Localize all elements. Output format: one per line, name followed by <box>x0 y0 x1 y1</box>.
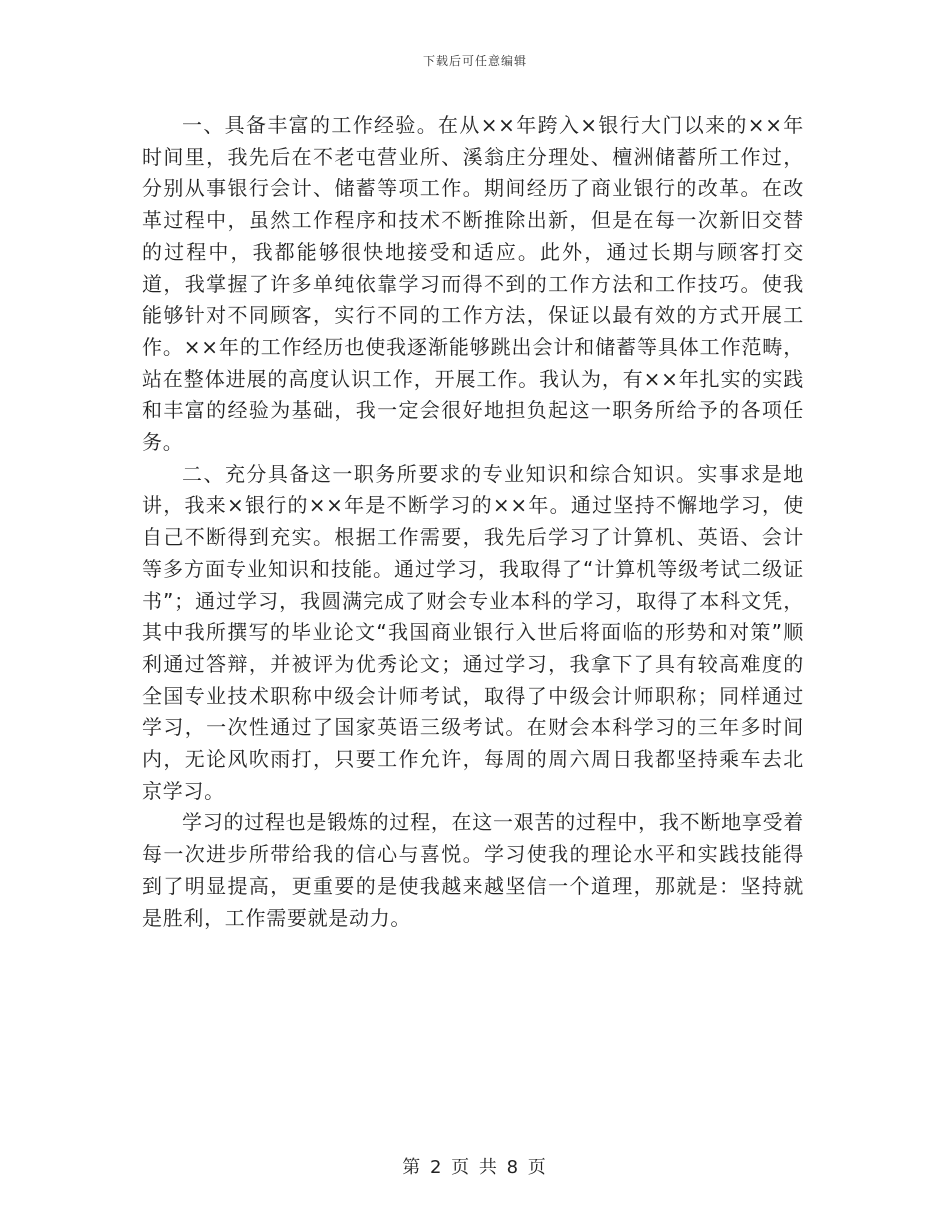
paragraph-learning-process: 学习的过程也是锻炼的过程，在这一艰苦的过程中，我不断地享受着每一次进步所带给我的信心与喜悦。学习使我的理论水平和实践技能得到了明显提高，更重要的是使我越来越坚信一个道理，那就是：坚持就是胜利，工作需要就是动力。 <box>142 810 804 930</box>
paragraph-work-experience: 一、具备丰富的工作经验。在从××年跨入×银行大门以来的××年时间里，我先后在不老屯营业所、溪翁庄分理处、檀洲储蓄所工作过，分别从事银行会计、储蓄等项工作。期间经历了商业银行的改革。在改革过程中，虽然工作程序和技术不断推除出新，但是在每一次新旧交替的过程中，我都能够很快地接受和适应。此外，通过长期与顾客打交道，我掌握了许多单纯依靠学习而得不到的工作方法和工作技巧。使我能够针对不同顾客，实行不同的工作方法，保证以最有效的方式开展工作。××年的工作经历也使我逐渐能够跳出会计和储蓄等具体工作范畴，站在整体进展的高度认识工作，开展工作。我认为，有××年扎实的实践和丰富的经验为基础，我一定会很好地担负起这一职务所给予的各项任务。 <box>142 113 804 455</box>
page-header-note: 下载后可任意编辑 <box>422 54 527 68</box>
paragraph-professional-knowledge: 二、充分具备这一职务所要求的专业知识和综合知识。实事求是地讲，我来×银行的××年是不断学习的××年。通过坚持不懈地学习，使自己不断得到充实。根据工作需要，我先后学习了计算机、英语、会计等多方面专业知识和技能。通过学习，我取得了“计算机等级考试二级证书”；通过学习，我圆满完成了财会专业本科的学习，取得了本科文凭，其中我所撰写的毕业论文“我国商业银行入世后将面临的形势和对策”顺利通过答辩，并被评为优秀论文；通过学习，我拿下了具有较高难度的全国专业技术职称中级会计师考试，取得了中级会计师职称；同样通过学习，一次性通过了国家英语三级考试。在财会本科学习的三年多时间内，无论风吹雨打，只要工作允许，每周的周六周日我都坚持乘车去北京学习。 <box>142 461 804 803</box>
document-body <box>142 110 804 934</box>
page-number: 第 2 页 共 8 页 <box>402 1157 548 1178</box>
